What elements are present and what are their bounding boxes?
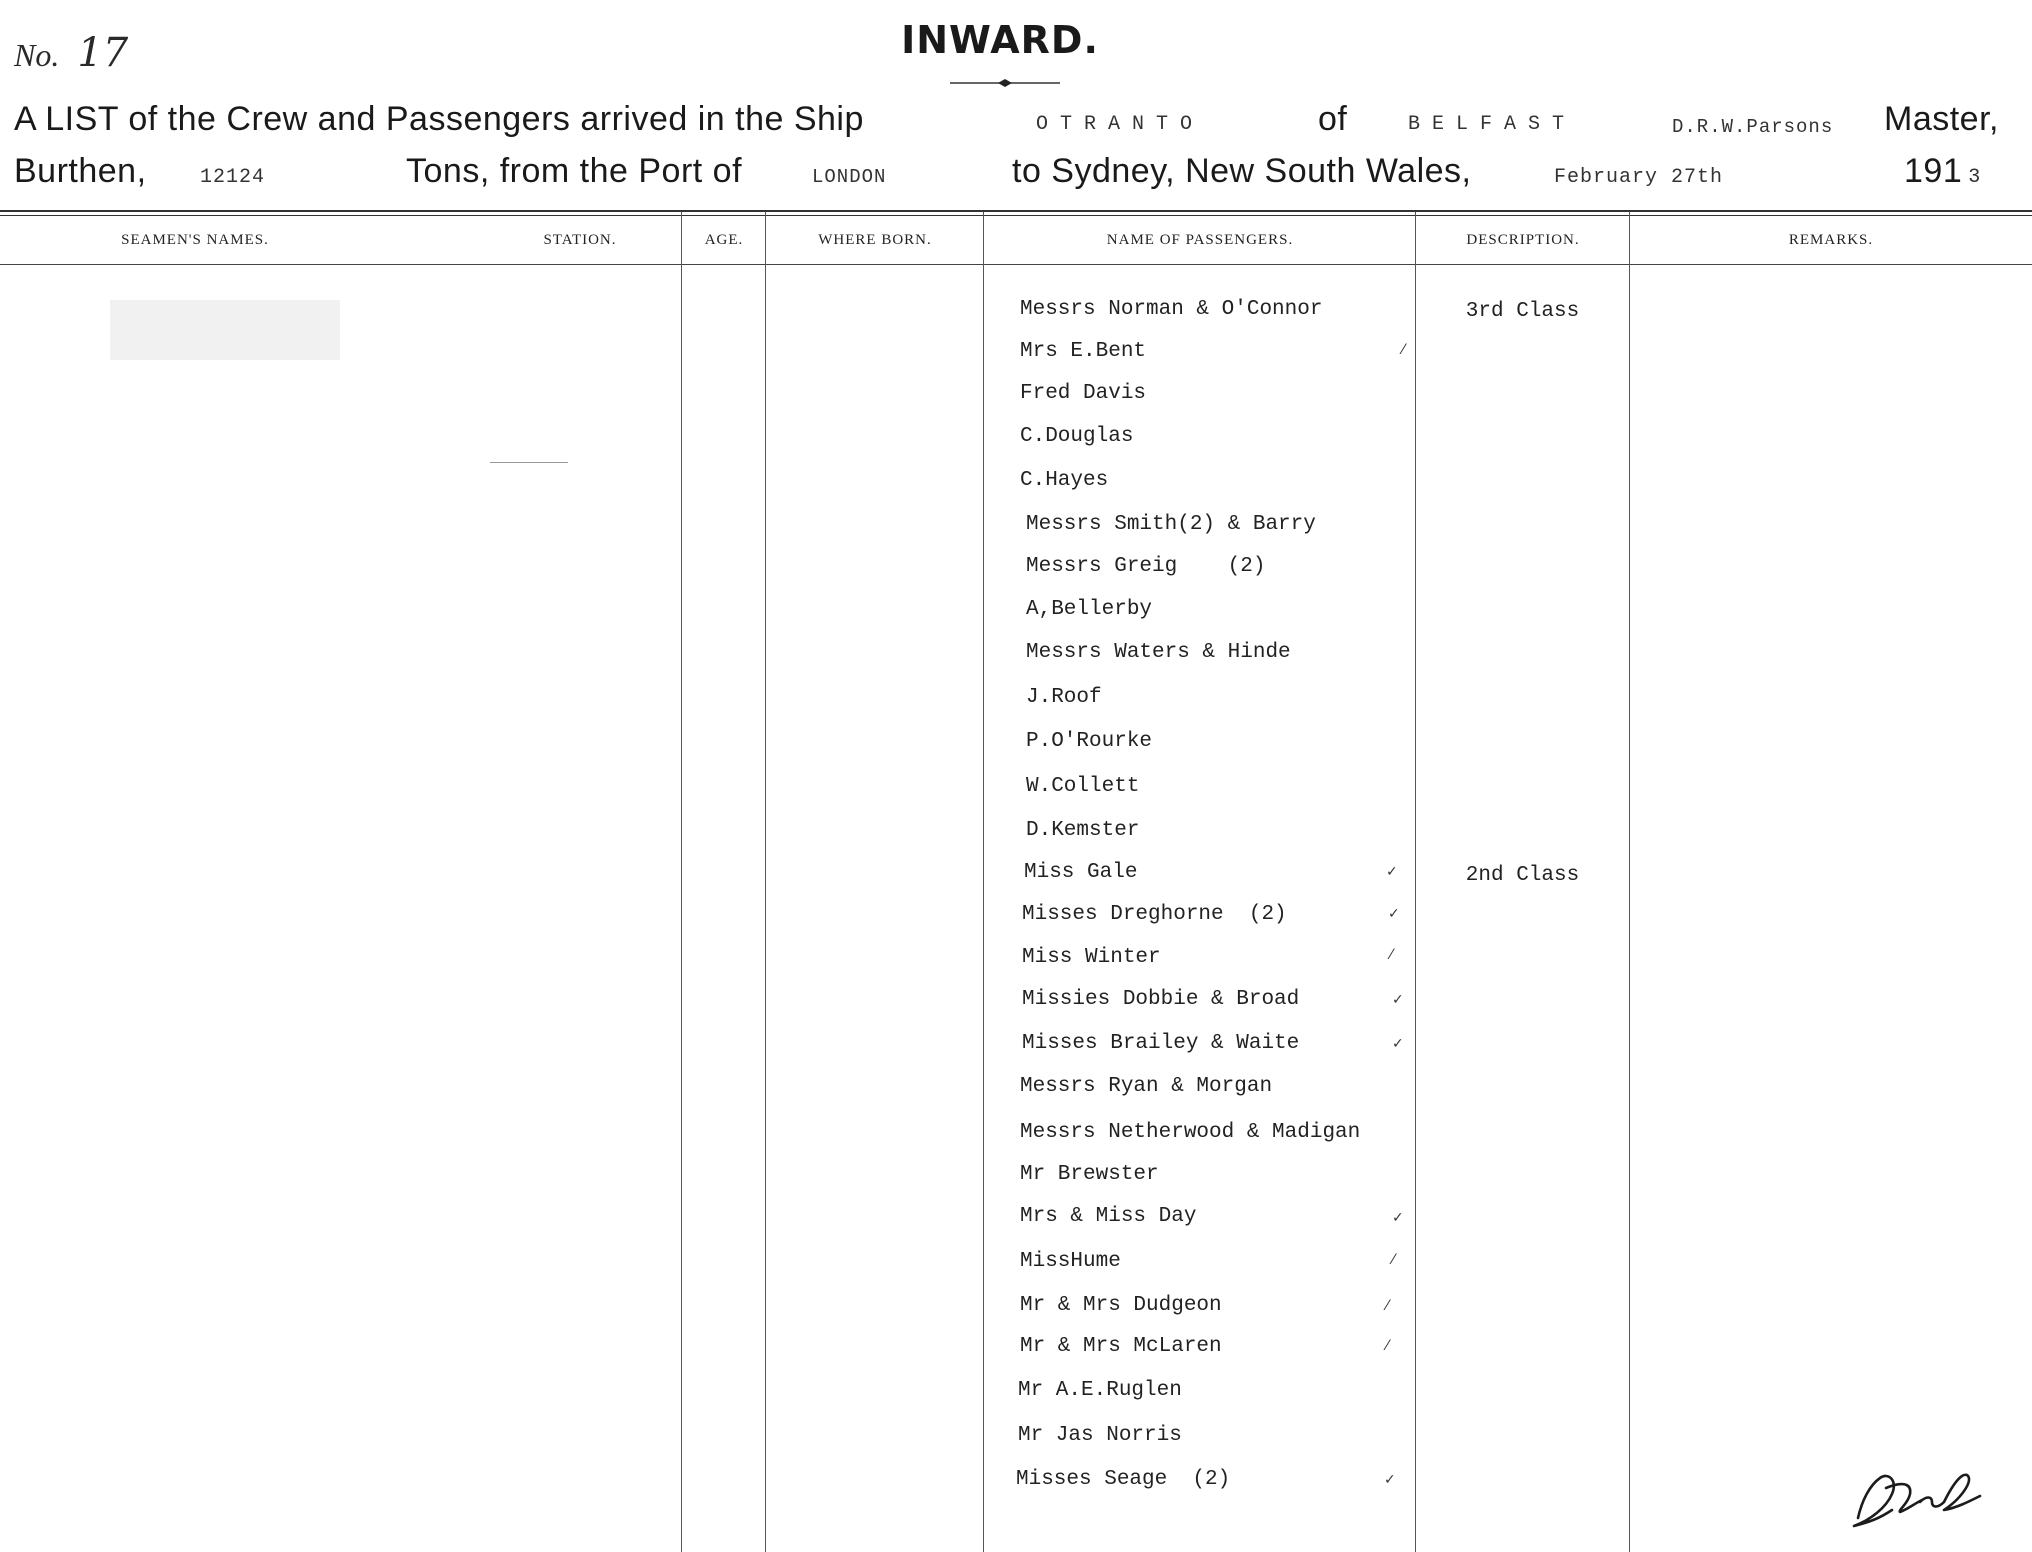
column-header-age: AGE. (704, 232, 744, 248)
description-second-class: 2nd Class (1465, 864, 1580, 887)
column-header-passenger-names: NAME OF PASSENGERS. (1106, 232, 1294, 248)
passenger-entry: C.Douglas (1020, 425, 1134, 448)
column-header-where-born: WHERE BORN. (818, 232, 932, 248)
passenger-entry: Messrs Netherwood & Madigan (1020, 1121, 1361, 1144)
check-mark-icon: ✓ (1392, 1210, 1404, 1226)
check-mark-icon: ✓ (1392, 992, 1404, 1008)
column-divider-passengers (983, 212, 984, 1552)
passenger-entry: C.Hayes (1020, 469, 1109, 492)
passenger-entry: Messrs Norman & O'Connor (1020, 298, 1323, 321)
arrival-year (1904, 152, 1981, 191)
check-mark-icon: ✓ (1386, 864, 1398, 880)
stray-dash (490, 462, 568, 463)
scan-smudge (110, 300, 340, 360)
arrival-date: February 27th (1554, 166, 1724, 189)
column-header-description: DESCRIPTION. (1466, 232, 1580, 248)
document-number-value: 17 (77, 30, 129, 76)
passenger-entry: Mr & Mrs McLaren (1020, 1335, 1222, 1358)
tonnage-value: 12124 (200, 166, 266, 189)
burthen-label: Burthen, (14, 152, 147, 190)
passenger-entry: Missies Dobbie & Broad (1022, 988, 1300, 1011)
passenger-entry: Mr Brewster (1020, 1163, 1159, 1186)
check-mark-icon: ⁄ (1386, 1338, 1389, 1354)
column-header-seamen-names: SEAMEN'S NAMES. (121, 232, 269, 248)
passenger-entry: Mr & Mrs Dudgeon (1020, 1294, 1222, 1317)
passenger-entry: A,Bellerby (1026, 598, 1153, 621)
port-of-registry: BELFAST (1408, 113, 1577, 136)
passenger-entry: Miss Gale (1024, 861, 1138, 884)
column-header-remarks: REMARKS. (1788, 232, 1874, 248)
header-line-1-text: A LIST of the Crew and Passengers arrived in the Ship (14, 100, 864, 138)
check-mark-icon: ⁄ (1402, 342, 1405, 358)
passenger-entry: Mrs & Miss Day (1020, 1205, 1197, 1228)
column-divider-where-born (765, 212, 766, 1552)
passenger-entry: Mrs E.Bent (1020, 340, 1147, 363)
tons-from-port-text: Tons, from the Port of (406, 152, 743, 190)
of-label: of (1318, 100, 1348, 138)
page-title: INWARD. (901, 18, 1099, 62)
passenger-entry: Misses Dreghorne (2) (1022, 903, 1287, 926)
master-name: D.R.W.Parsons (1672, 116, 1834, 138)
title-ornament (950, 78, 1060, 88)
passenger-entry: J.Roof (1026, 686, 1102, 709)
table-top-rule (0, 210, 2032, 212)
passenger-entry: Messrs Ryan & Morgan (1020, 1075, 1273, 1098)
passenger-entry: Messrs Greig (2) (1026, 555, 1266, 578)
signature-icon (1840, 1460, 2010, 1540)
table-header-rule (0, 264, 2032, 265)
passenger-entry: P.O'Rourke (1026, 730, 1153, 753)
column-header-station: STATION. (543, 232, 617, 248)
ship-name: OTRANTO (1036, 113, 1205, 136)
destination-text: to Sydney, New South Wales, (1012, 152, 1472, 190)
passenger-entry: Mr Jas Norris (1018, 1424, 1182, 1447)
passenger-entry: Messrs Waters & Hinde (1026, 641, 1291, 664)
check-mark-icon: ✓ (1384, 1472, 1396, 1488)
passenger-entry: Miss Winter (1022, 946, 1161, 969)
check-mark-icon: ⁄ (1390, 947, 1393, 963)
check-mark-icon: ✓ (1388, 906, 1400, 922)
passenger-entry: Mr A.E.Ruglen (1018, 1379, 1182, 1402)
table-top-rule-thin (0, 215, 2032, 216)
passenger-entry: Misses Seage (2) (1016, 1468, 1231, 1491)
passenger-entry: MissHume (1020, 1250, 1121, 1273)
passenger-entry: W.Collett (1026, 775, 1140, 798)
master-label: Master, (1884, 100, 1999, 138)
departure-port: LONDON (812, 166, 887, 188)
check-mark-icon: ⁄ (1392, 1252, 1395, 1268)
passenger-entry: Fred Davis (1020, 382, 1147, 405)
passenger-entry: Misses Brailey & Waite (1022, 1032, 1300, 1055)
passenger-entry: D.Kemster (1026, 819, 1140, 842)
check-mark-icon: ⁄ (1386, 1298, 1389, 1314)
passenger-entry: Messrs Smith(2) & Barry (1026, 513, 1316, 536)
column-divider-age (681, 212, 682, 1552)
document-number-label: No. (14, 37, 60, 73)
year-prefix: 191 (1904, 152, 1963, 190)
check-mark-icon: ✓ (1392, 1036, 1404, 1052)
description-third-class: 3rd Class (1465, 300, 1580, 323)
year-suffix: 3 (1968, 166, 1982, 189)
